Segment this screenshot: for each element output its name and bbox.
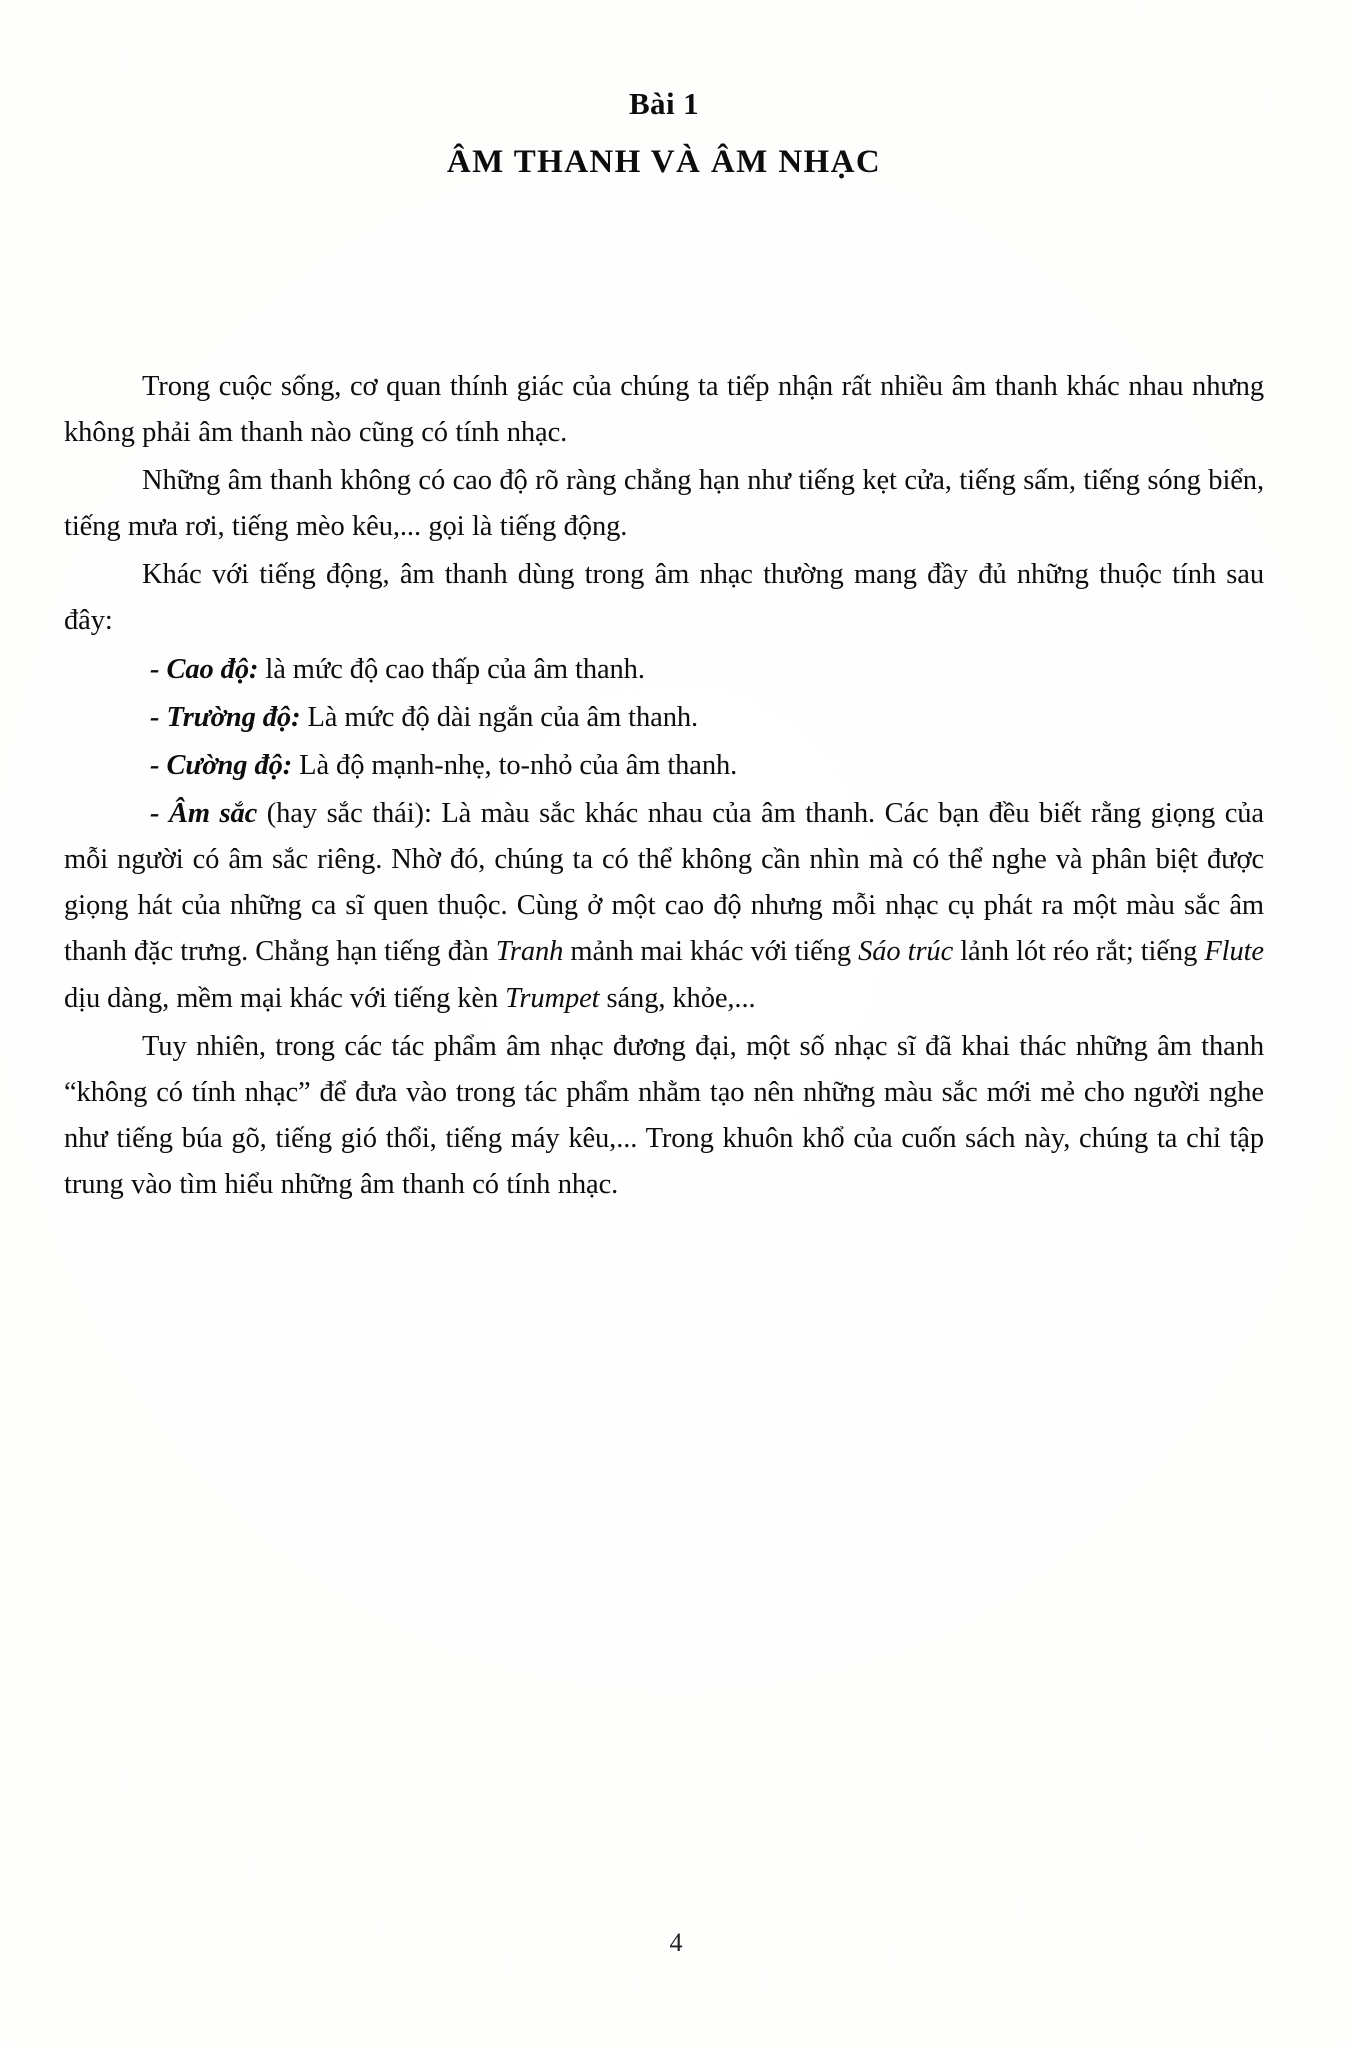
closing-text-b: để đưa vào trong tác phẩm nhằm tạo nên những màu sắc mới mẻ cho người nghe như tiếng búa gõ, tiếng gió thổi, tiếng máy kêu,... Trong khuôn khổ của cuốn sách này, chúng ta chỉ tập trung vào tìm hiểu những âm thanh có tính nhạc.	[64, 1076, 1264, 1201]
timbre-body-c: lảnh lót réo rắt; tiếng	[960, 936, 1198, 968]
timbre-body-d: dịu dàng, mềm mại khác với tiếng kèn	[64, 982, 499, 1014]
list-item	[64, 647, 1264, 693]
timbre-dash: -	[150, 797, 160, 829]
attribute-dash: -	[150, 749, 160, 781]
attribute-definition: Là độ mạnh-nhẹ, to-nhỏ của âm thanh.	[299, 749, 738, 781]
paragraph-noise: Những âm thanh không có cao độ rõ ràng chẳng hạn như tiếng kẹt cửa, tiếng sấm, tiếng sóng biển, tiếng mưa rơi, tiếng mèo kêu,... gọi là tiếng động.	[64, 464, 1264, 543]
timbre-term: Âm sắc	[168, 797, 258, 829]
attribute-definition: là mức độ cao thấp của âm thanh.	[265, 653, 645, 685]
instrument-trumpet: Trumpet	[505, 982, 600, 1014]
list-item	[64, 743, 1264, 789]
attribute-term: Trường độ:	[166, 701, 301, 733]
instrument-flute: Flute	[1204, 936, 1264, 968]
paragraph-intro: Trong cuộc sống, cơ quan thính giác của chúng ta tiếp nhận rất nhiều âm thanh khác nhau nhưng không phải âm thanh nào cũng có tính nhạc.	[64, 370, 1264, 448]
attribute-term: Cao độ:	[166, 653, 259, 685]
page-title: ÂM THANH VÀ ÂM NHẠC	[446, 143, 882, 180]
instrument-sao-truc: Sáo trúc	[858, 936, 954, 968]
closing-text-a: Tuy nhiên, trong các tác phẩm âm nhạc đương đại, một số nhạc sĩ đã khai thác những âm thanh	[142, 1030, 1264, 1062]
list-item	[64, 695, 1264, 741]
timbre-body-e: sáng, khỏe,...	[606, 982, 756, 1014]
attribute-dash: -	[150, 653, 160, 685]
attribute-term: Cường độ:	[166, 749, 293, 781]
page-number: 4	[669, 1928, 683, 1957]
paragraph-attributes-lead: Khác với tiếng động, âm thanh dùng trong âm nhạc thường mang đầy đủ những thuộc tính sau đây:	[64, 559, 1264, 637]
closing-quoted: “không có tính nhạc”	[64, 1076, 311, 1108]
paragraph-closing	[64, 1024, 1264, 1209]
attribute-dash: -	[150, 701, 160, 733]
timbre-body-b: mảnh mai khác với tiếng	[570, 936, 851, 968]
attribute-definition: Là mức độ dài ngắn của âm thanh.	[307, 701, 699, 733]
timbre-body-a: Là màu sắc khác nhau của âm thanh. Các bạn đều biết rằng giọng của mỗi người có âm sắc riêng. Nhờ đó, chúng ta có thể không cần nhìn mà có thể nghe và phân biệt được giọng hát của những ca sĩ quen thuộc. Cùng ở một cao độ nhưng mỗi nhạc cụ phát ra một màu sắc âm thanh đặc trưng. Chẳng hạn tiếng đàn	[64, 797, 1264, 968]
list-item-timbre	[64, 791, 1264, 1022]
instrument-tranh: Tranh	[495, 936, 564, 968]
attribute-list	[64, 647, 1264, 1022]
timbre-parenthetical: (hay sắc thái):	[266, 797, 432, 829]
heading-block	[64, 86, 1264, 182]
lesson-number: Bài 1	[628, 86, 700, 121]
body-block	[64, 364, 1264, 1209]
